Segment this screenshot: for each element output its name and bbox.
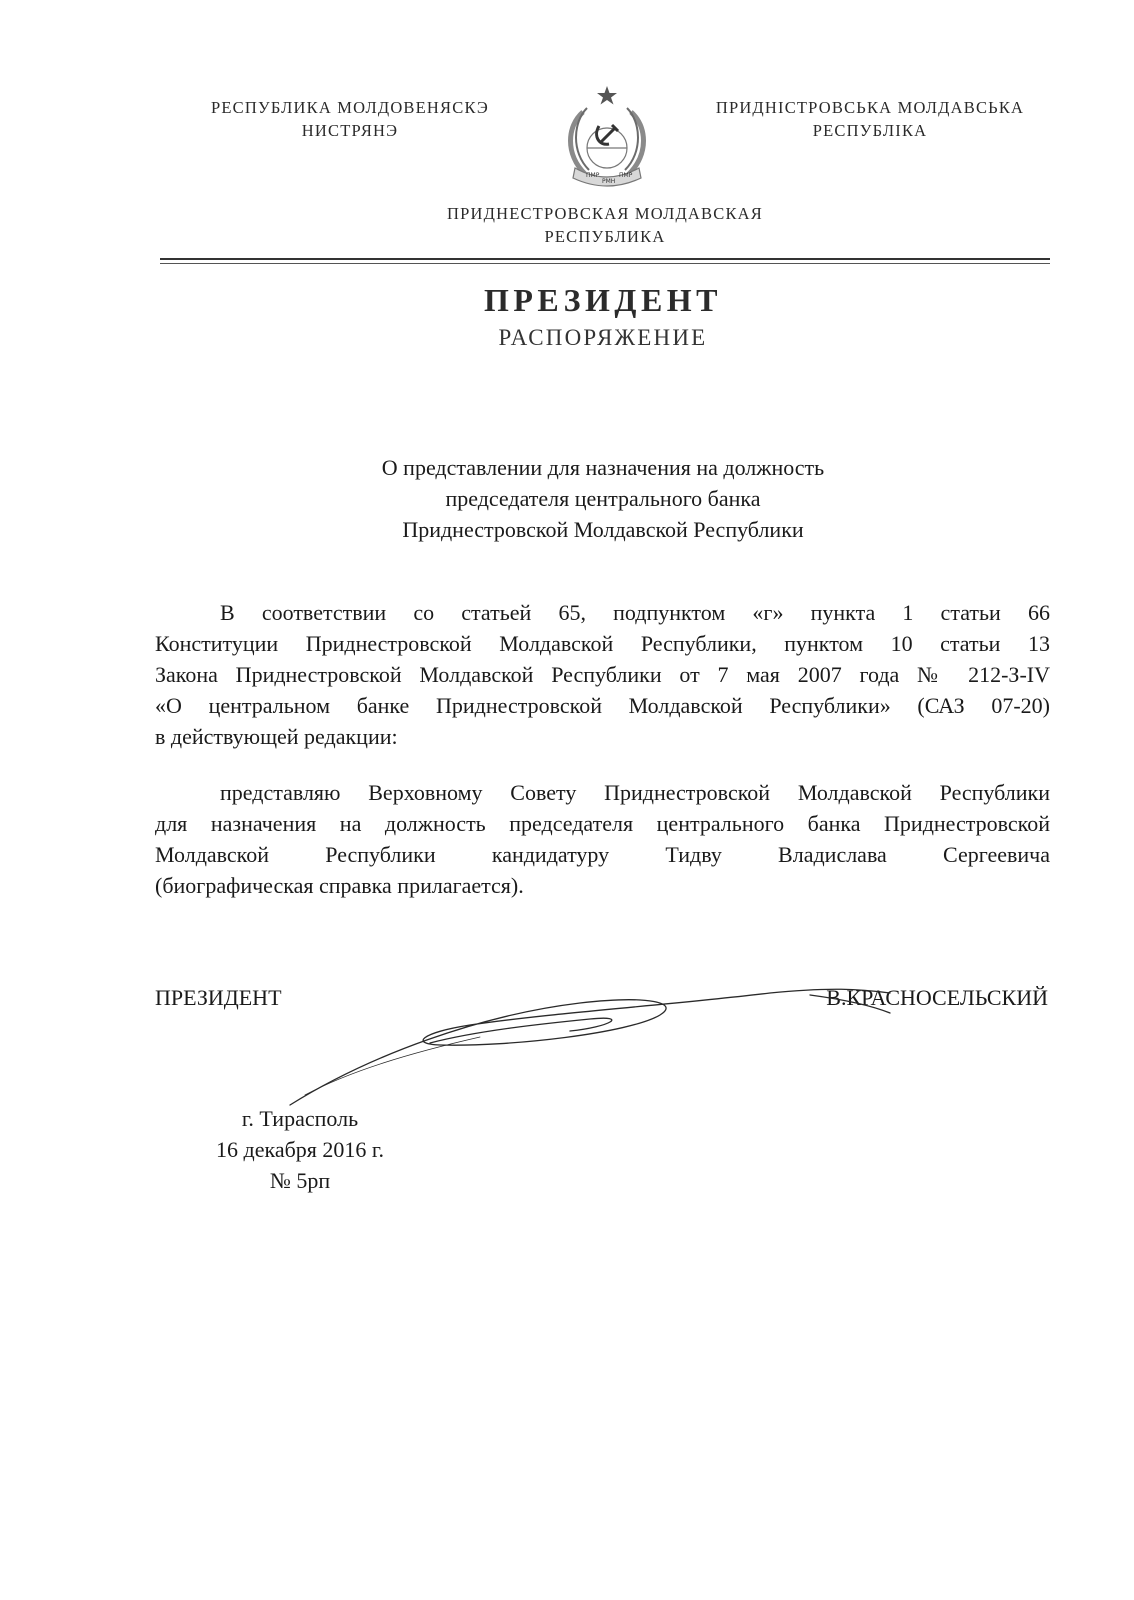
ribbon-right-text: ПМР: [619, 172, 633, 179]
paragraph-line: В соответствии со статьей 65, подпунктом «г» пункта 1 статьи 66: [220, 600, 1050, 625]
header-rule-thick: [160, 258, 1050, 260]
header-ukrainian-line2: РЕСПУБЛІКА: [812, 121, 928, 140]
issue-place-date: [150, 1103, 450, 1196]
header-moldovan: [180, 96, 520, 142]
handwritten-signature: [250, 975, 900, 1115]
paragraph-line: в действующей редакции:: [155, 724, 398, 749]
title-line: О представлении для назначения на должность: [381, 455, 825, 480]
header-rule-thin: [160, 263, 1050, 264]
title-line: председателя центрального банка: [445, 486, 761, 511]
header-moldovan-line1: РЕСПУБЛИКА МОЛДОВЕНЯСКЭ: [211, 98, 489, 117]
paragraph-line: представляю Верховному Совету Приднестровской Молдавской Республики: [220, 780, 1050, 805]
header-russian-line1: ПРИДНЕСТРОВСКАЯ МОЛДАВСКАЯ: [447, 204, 763, 223]
paragraph-legal-basis: [155, 597, 1050, 752]
paragraph-line: для назначения на должность председателя центрального банка Приднестровской: [155, 811, 1050, 836]
paragraph-line: Закона Приднестровской Молдавской Республики от 7 мая 2007 года № 212-З-IV: [155, 662, 1050, 687]
header-ukrainian-line1: ПРИДНІСТРОВСЬКА МОЛДАВСЬКА: [715, 98, 1025, 117]
paragraph-nomination: [155, 777, 1050, 901]
office-heading: ПРЕЗИДЕНТ: [483, 282, 723, 318]
header-russian-line2: РЕСПУБЛИКА: [544, 227, 666, 246]
ribbon-center-text: РМН: [602, 178, 616, 185]
issue-date: 16 декабря 2016 г.: [216, 1137, 384, 1162]
paragraph-line: Молдавской Республики кандидатуру Тидву Владислава Сергеевича: [155, 842, 1050, 867]
document-title: [260, 452, 946, 545]
paragraph-line: «О центральном банке Приднестровской Молдавской Республики» (САЗ 07-20): [155, 693, 1050, 718]
signatory-name: В.КРАСНОСЕЛЬСКИЙ: [826, 985, 1048, 1010]
header-ukrainian: [690, 96, 1050, 142]
title-line: Приднестровской Молдавской Республики: [402, 517, 804, 542]
header-russian: [400, 202, 810, 248]
coat-of-arms-icon: [553, 82, 661, 190]
paragraph-line: Конституции Приднестровской Молдавской Республики, пунктом 10 статьи 13: [155, 631, 1050, 656]
document-type: РАСПОРЯЖЕНИЕ: [498, 325, 708, 350]
header-moldovan-line2: НИСТРЯНЭ: [301, 121, 399, 140]
signatory-position: ПРЕЗИДЕНТ: [155, 985, 282, 1010]
paragraph-line: (биографическая справка прилагается).: [155, 873, 524, 898]
issue-city: г. Тирасполь: [241, 1106, 359, 1131]
issue-number: № 5рп: [269, 1168, 331, 1193]
ribbon-left-text: ПМР: [586, 172, 600, 179]
